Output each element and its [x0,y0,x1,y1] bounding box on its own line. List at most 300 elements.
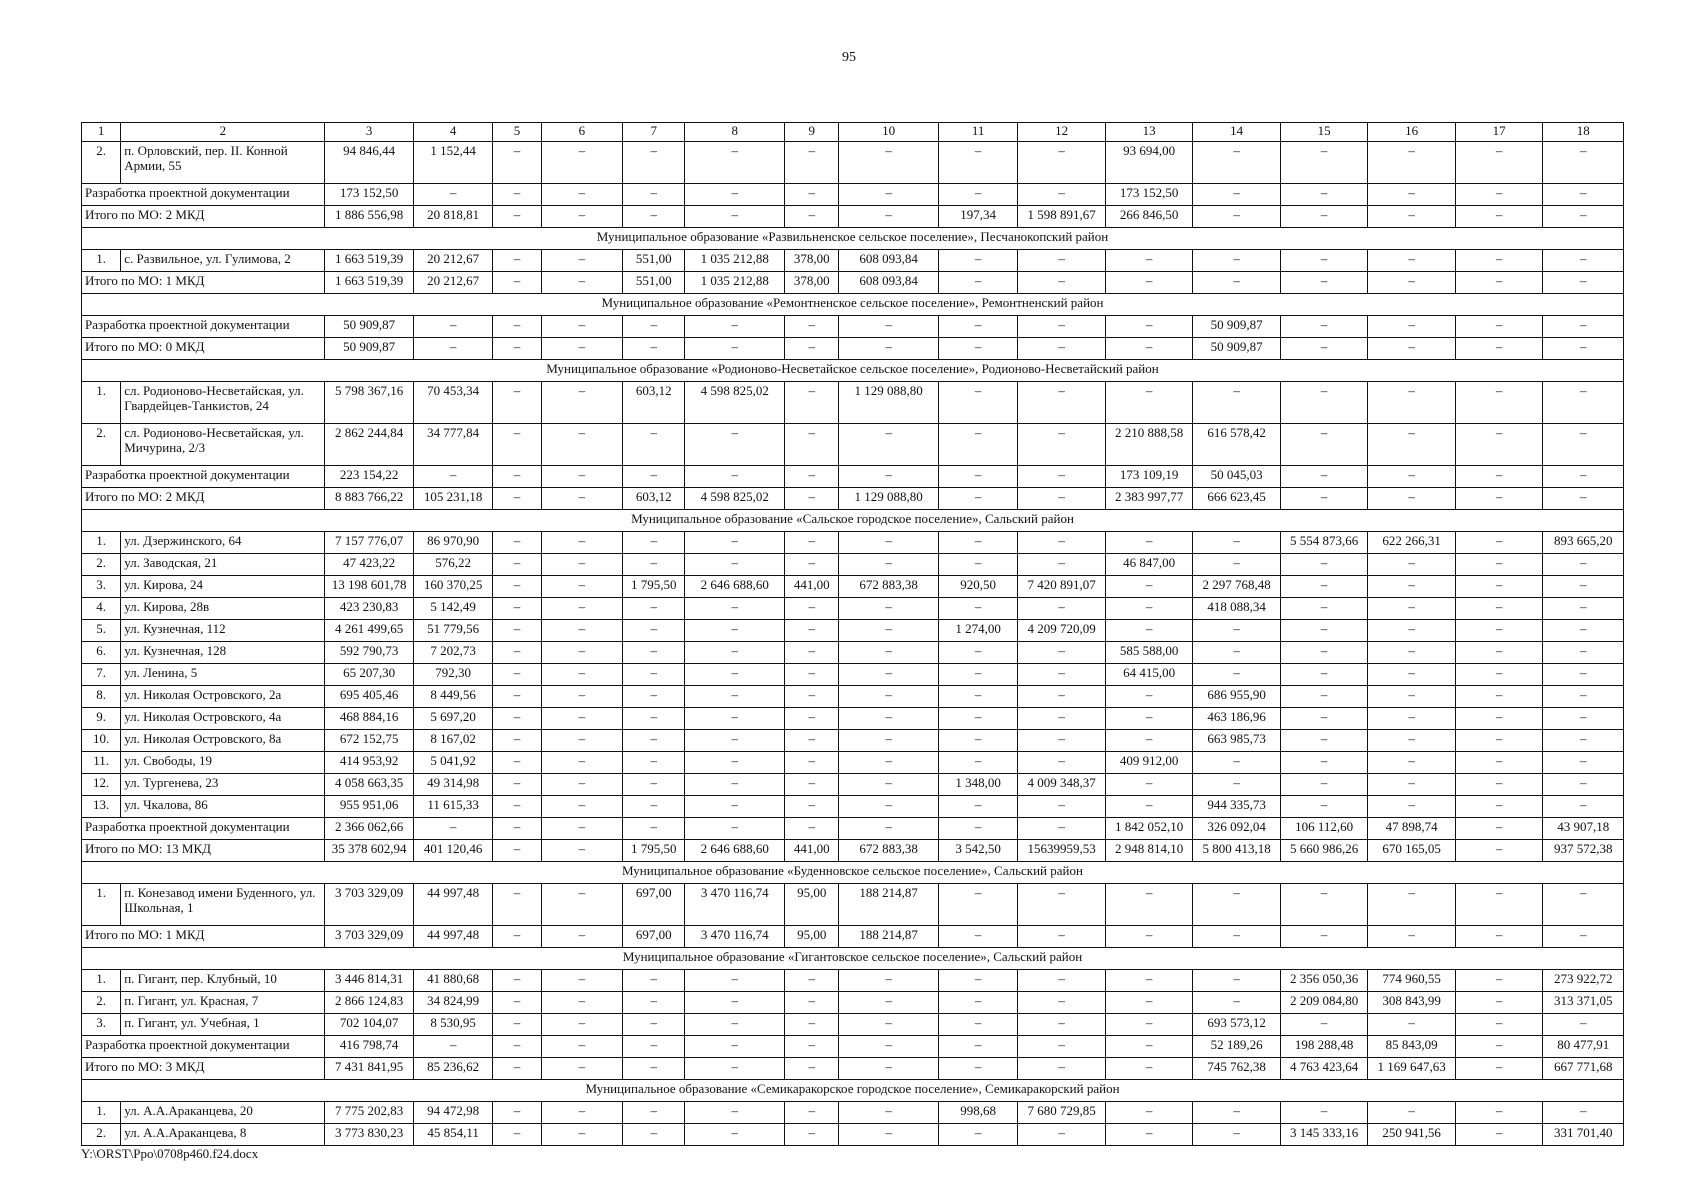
section-header-row [82,1080,1624,1102]
value-cell-col-18: – [1543,1102,1624,1124]
value-cell-col-9: – [785,424,839,466]
row-number: 2. [82,554,121,576]
value-cell-col-4: 86 970,90 [413,532,492,554]
value-cell-col-14: – [1193,382,1281,424]
value-cell-col-9: – [785,598,839,620]
value-cell-col-12: – [1018,1014,1106,1036]
value-cell-col-4: – [413,818,492,840]
row-number: 6. [82,642,121,664]
value-cell-col-5: – [493,250,541,272]
value-cell-col-10: – [839,774,939,796]
value-cell-col-11: – [938,1036,1017,1058]
value-cell-col-7: – [623,708,685,730]
value-cell-col-16: 622 266,31 [1368,532,1456,554]
value-cell-col-11: 3 542,50 [938,840,1017,862]
value-cell-col-5: – [493,1036,541,1058]
value-cell-col-4: 1 152,44 [413,142,492,184]
value-cell-col-11: – [938,708,1017,730]
value-cell-col-15: – [1280,316,1368,338]
building-address: ул. Тургенева, 23 [121,774,325,796]
value-cell-col-7: – [623,532,685,554]
value-cell-col-13: – [1105,338,1193,360]
value-cell-col-11: – [938,338,1017,360]
column-number-header-row [82,123,1624,142]
value-cell-col-11: – [938,686,1017,708]
value-cell-col-18: – [1543,316,1624,338]
value-cell-col-12: – [1018,250,1106,272]
value-cell-col-13: 46 847,00 [1105,554,1193,576]
value-cell-col-10: – [839,1014,939,1036]
section-header-row [82,862,1624,884]
building-row [82,1014,1624,1036]
value-cell-col-3: 672 152,75 [325,730,414,752]
value-cell-col-7: – [623,752,685,774]
column-header-2: 2 [121,123,325,142]
value-cell-col-15: – [1280,338,1368,360]
building-address: ул. Николая Островского, 8а [121,730,325,752]
value-cell-col-8: – [685,686,785,708]
value-cell-col-8: – [685,708,785,730]
value-cell-col-15: – [1280,206,1368,228]
value-cell-col-7: – [623,686,685,708]
value-cell-col-13: 585 588,00 [1105,642,1193,664]
value-cell-col-10: – [839,1124,939,1146]
value-cell-col-13: 2 210 888,58 [1105,424,1193,466]
value-cell-col-7: 697,00 [623,926,685,948]
value-cell-col-8: – [685,752,785,774]
value-cell-col-16: – [1368,1102,1456,1124]
value-cell-col-15: – [1280,250,1368,272]
value-cell-col-3: 2 366 062,66 [325,818,414,840]
value-cell-col-14: – [1193,1102,1281,1124]
value-cell-col-16: – [1368,730,1456,752]
value-cell-col-16: – [1368,796,1456,818]
value-cell-col-7: – [623,466,685,488]
value-cell-col-14: 463 186,96 [1193,708,1281,730]
value-cell-col-18: – [1543,796,1624,818]
row-number: 1. [82,250,121,272]
value-cell-col-5: – [493,774,541,796]
value-cell-col-10: – [839,1102,939,1124]
building-row [82,992,1624,1014]
value-cell-col-11: – [938,884,1017,926]
value-cell-col-15: – [1280,884,1368,926]
value-cell-col-15: – [1280,708,1368,730]
value-cell-col-11: 920,50 [938,576,1017,598]
value-cell-col-15: 3 145 333,16 [1280,1124,1368,1146]
value-cell-col-12: 7 680 729,85 [1018,1102,1106,1124]
value-cell-col-6: – [541,316,622,338]
value-cell-col-5: – [493,686,541,708]
row-number: 1. [82,884,121,926]
value-cell-col-8: – [685,796,785,818]
building-address: п. Гигант, ул. Учебная, 1 [121,1014,325,1036]
value-cell-col-5: – [493,796,541,818]
value-cell-col-13: – [1105,884,1193,926]
value-cell-col-11: – [938,250,1017,272]
value-cell-col-16: – [1368,708,1456,730]
value-cell-col-12: – [1018,1058,1106,1080]
value-cell-col-6: – [541,752,622,774]
value-cell-col-15: – [1280,554,1368,576]
value-cell-col-5: – [493,992,541,1014]
value-cell-col-10: – [839,598,939,620]
value-cell-col-15: 4 763 423,64 [1280,1058,1368,1080]
value-cell-col-3: 7 157 776,07 [325,532,414,554]
value-cell-col-6: – [541,730,622,752]
value-cell-col-15: – [1280,774,1368,796]
value-cell-col-9: – [785,818,839,840]
value-cell-col-17: – [1455,184,1543,206]
value-cell-col-18: – [1543,598,1624,620]
value-cell-col-4: 94 472,98 [413,1102,492,1124]
building-address: ул. Николая Островского, 2а [121,686,325,708]
value-cell-col-15: – [1280,664,1368,686]
building-row [82,642,1624,664]
value-cell-col-16: – [1368,338,1456,360]
value-cell-col-4: 105 231,18 [413,488,492,510]
value-cell-col-14: – [1193,970,1281,992]
section-header-row [82,360,1624,382]
value-cell-col-6: – [541,554,622,576]
row-number: 1. [82,532,121,554]
value-cell-col-8: – [685,1036,785,1058]
row-number: 5. [82,620,121,642]
value-cell-col-11: – [938,142,1017,184]
value-cell-col-5: – [493,970,541,992]
building-row [82,884,1624,926]
value-cell-col-7: – [623,1036,685,1058]
value-cell-col-9: 441,00 [785,840,839,862]
value-cell-col-14: – [1193,620,1281,642]
value-cell-col-6: – [541,926,622,948]
value-cell-col-4: 85 236,62 [413,1058,492,1080]
value-cell-col-8: – [685,338,785,360]
value-cell-col-7: – [623,642,685,664]
value-cell-col-17: – [1455,250,1543,272]
value-cell-col-8: – [685,424,785,466]
value-cell-col-3: 65 207,30 [325,664,414,686]
value-cell-col-13: – [1105,598,1193,620]
value-cell-col-18: – [1543,466,1624,488]
row-number: 10. [82,730,121,752]
value-cell-col-12: – [1018,884,1106,926]
value-cell-col-18: 313 371,05 [1543,992,1624,1014]
total-label: Итого по МО: 0 МКД [82,338,325,360]
value-cell-col-18: – [1543,142,1624,184]
value-cell-col-8: 2 646 688,60 [685,840,785,862]
value-cell-col-11: 1 274,00 [938,620,1017,642]
value-cell-col-8: 2 646 688,60 [685,576,785,598]
value-cell-col-3: 3 703 329,09 [325,884,414,926]
value-cell-col-17: – [1455,272,1543,294]
value-cell-col-12: – [1018,466,1106,488]
value-cell-col-16: – [1368,488,1456,510]
value-cell-col-13: 64 415,00 [1105,664,1193,686]
value-cell-col-4: – [413,338,492,360]
value-cell-col-5: – [493,620,541,642]
building-row [82,532,1624,554]
value-cell-col-13: – [1105,1102,1193,1124]
value-cell-col-13: – [1105,970,1193,992]
value-cell-col-16: – [1368,250,1456,272]
value-cell-col-18: – [1543,576,1624,598]
value-cell-col-17: – [1455,554,1543,576]
value-cell-col-8: – [685,206,785,228]
value-cell-col-17: – [1455,730,1543,752]
building-row [82,730,1624,752]
value-cell-col-5: – [493,752,541,774]
value-cell-col-9: 378,00 [785,250,839,272]
value-cell-col-5: – [493,532,541,554]
value-cell-col-7: – [623,142,685,184]
value-cell-col-5: – [493,488,541,510]
value-cell-col-17: – [1455,466,1543,488]
value-cell-col-9: – [785,774,839,796]
total-row [82,466,1624,488]
value-cell-col-17: – [1455,926,1543,948]
value-cell-col-7: – [623,1058,685,1080]
value-cell-col-10: – [839,554,939,576]
value-cell-col-18: – [1543,642,1624,664]
value-cell-col-3: 3 773 830,23 [325,1124,414,1146]
value-cell-col-18: 80 477,91 [1543,1036,1624,1058]
value-cell-col-9: – [785,466,839,488]
value-cell-col-9: – [785,1014,839,1036]
value-cell-col-3: 50 909,87 [325,338,414,360]
value-cell-col-14: 944 335,73 [1193,796,1281,818]
value-cell-col-18: – [1543,488,1624,510]
value-cell-col-14: – [1193,664,1281,686]
value-cell-col-4: 5 142,49 [413,598,492,620]
value-cell-col-14: 50 909,87 [1193,316,1281,338]
row-number: 2. [82,424,121,466]
value-cell-col-16: – [1368,142,1456,184]
value-cell-col-8: – [685,316,785,338]
value-cell-col-4: 70 453,34 [413,382,492,424]
value-cell-col-17: – [1455,840,1543,862]
value-cell-col-9: – [785,1124,839,1146]
value-cell-col-17: – [1455,774,1543,796]
value-cell-col-18: 273 922,72 [1543,970,1624,992]
value-cell-col-8: – [685,730,785,752]
value-cell-col-10: – [839,992,939,1014]
value-cell-col-12: – [1018,642,1106,664]
municipality-name: Муниципальное образование «Развильненское сельское поселение», Песчанокопский район [82,228,1624,250]
value-cell-col-17: – [1455,1124,1543,1146]
value-cell-col-5: – [493,206,541,228]
total-label: Разработка проектной документации [82,1036,325,1058]
value-cell-col-9: – [785,316,839,338]
value-cell-col-4: 41 880,68 [413,970,492,992]
value-cell-col-12: – [1018,686,1106,708]
value-cell-col-11: – [938,1014,1017,1036]
value-cell-col-12: 4 009 348,37 [1018,774,1106,796]
value-cell-col-16: – [1368,316,1456,338]
value-cell-col-13: – [1105,272,1193,294]
value-cell-col-7: – [623,664,685,686]
value-cell-col-14: 745 762,38 [1193,1058,1281,1080]
value-cell-col-9: – [785,532,839,554]
value-cell-col-15: – [1280,796,1368,818]
value-cell-col-3: 592 790,73 [325,642,414,664]
value-cell-col-7: – [623,796,685,818]
value-cell-col-9: – [785,686,839,708]
value-cell-col-3: 3 703 329,09 [325,926,414,948]
value-cell-col-15: – [1280,926,1368,948]
value-cell-col-10: – [839,818,939,840]
value-cell-col-12: – [1018,752,1106,774]
value-cell-col-6: – [541,1102,622,1124]
building-row [82,708,1624,730]
value-cell-col-18: 667 771,68 [1543,1058,1624,1080]
value-cell-col-3: 94 846,44 [325,142,414,184]
value-cell-col-11: – [938,818,1017,840]
value-cell-col-8: – [685,532,785,554]
value-cell-col-12: – [1018,316,1106,338]
value-cell-col-13: – [1105,532,1193,554]
value-cell-col-14: 50 909,87 [1193,338,1281,360]
value-cell-col-11: – [938,466,1017,488]
value-cell-col-6: – [541,598,622,620]
value-cell-col-18: – [1543,686,1624,708]
column-header-1: 1 [82,123,121,142]
building-row [82,1124,1624,1146]
value-cell-col-18: – [1543,554,1624,576]
value-cell-col-7: – [623,554,685,576]
value-cell-col-11: – [938,796,1017,818]
value-cell-col-11: – [938,272,1017,294]
value-cell-col-16: – [1368,554,1456,576]
value-cell-col-4: 576,22 [413,554,492,576]
building-row [82,382,1624,424]
value-cell-col-17: – [1455,992,1543,1014]
value-cell-col-11: – [938,992,1017,1014]
value-cell-col-12: 1 598 891,67 [1018,206,1106,228]
value-cell-col-11: – [938,184,1017,206]
value-cell-col-15: – [1280,424,1368,466]
value-cell-col-3: 3 446 814,31 [325,970,414,992]
building-address: ул. Чкалова, 86 [121,796,325,818]
building-address: ул. Кирова, 28в [121,598,325,620]
building-row [82,598,1624,620]
value-cell-col-11: – [938,554,1017,576]
value-cell-col-11: – [938,752,1017,774]
value-cell-col-17: – [1455,642,1543,664]
value-cell-col-7: – [623,184,685,206]
value-cell-col-17: – [1455,620,1543,642]
value-cell-col-8: – [685,184,785,206]
value-cell-col-4: 34 777,84 [413,424,492,466]
value-cell-col-10: – [839,620,939,642]
value-cell-col-16: – [1368,598,1456,620]
value-cell-col-3: 173 152,50 [325,184,414,206]
value-cell-col-6: – [541,488,622,510]
value-cell-col-8: – [685,1014,785,1036]
value-cell-col-18: 331 701,40 [1543,1124,1624,1146]
municipality-name: Муниципальное образование «Сальское городское поселение», Сальский район [82,510,1624,532]
value-cell-col-16: 774 960,55 [1368,970,1456,992]
value-cell-col-10: – [839,796,939,818]
value-cell-col-17: – [1455,664,1543,686]
value-cell-col-13: 2 383 997,77 [1105,488,1193,510]
column-header-15: 15 [1280,123,1368,142]
value-cell-col-8: 3 470 116,74 [685,926,785,948]
value-cell-col-17: – [1455,752,1543,774]
value-cell-col-6: – [541,884,622,926]
value-cell-col-16: 308 843,99 [1368,992,1456,1014]
municipality-name: Муниципальное образование «Буденновское сельское поселение», Сальский район [82,862,1624,884]
section-header-row [82,948,1624,970]
value-cell-col-10: – [839,532,939,554]
value-cell-col-4: 20 212,67 [413,272,492,294]
value-cell-col-11: – [938,1058,1017,1080]
value-cell-col-3: 4 261 499,65 [325,620,414,642]
value-cell-col-10: – [839,184,939,206]
value-cell-col-4: 51 779,56 [413,620,492,642]
total-row [82,184,1624,206]
total-label: Разработка проектной документации [82,466,325,488]
value-cell-col-12: – [1018,992,1106,1014]
value-cell-col-8: 1 035 212,88 [685,250,785,272]
value-cell-col-13: 173 109,19 [1105,466,1193,488]
building-address: п. Орловский, пер. II. Конной Армии, 55 [121,142,325,184]
value-cell-col-9: – [785,184,839,206]
value-cell-col-18: – [1543,752,1624,774]
value-cell-col-17: – [1455,598,1543,620]
value-cell-col-8: – [685,970,785,992]
value-cell-col-17: – [1455,338,1543,360]
value-cell-col-10: 1 129 088,80 [839,382,939,424]
column-header-7: 7 [623,123,685,142]
value-cell-col-8: – [685,598,785,620]
value-cell-col-12: – [1018,598,1106,620]
row-number: 1. [82,382,121,424]
row-number: 13. [82,796,121,818]
value-cell-col-6: – [541,818,622,840]
building-row [82,554,1624,576]
column-header-10: 10 [839,123,939,142]
row-number: 1. [82,1102,121,1124]
row-number: 2. [82,992,121,1014]
value-cell-col-8: 3 470 116,74 [685,884,785,926]
column-header-5: 5 [493,123,541,142]
value-cell-col-15: – [1280,272,1368,294]
value-cell-col-3: 2 862 244,84 [325,424,414,466]
value-cell-col-9: – [785,970,839,992]
value-cell-col-12: – [1018,926,1106,948]
value-cell-col-17: – [1455,686,1543,708]
value-cell-col-6: – [541,840,622,862]
value-cell-col-12: – [1018,272,1106,294]
value-cell-col-13: 93 694,00 [1105,142,1193,184]
value-cell-col-10: – [839,338,939,360]
value-cell-col-6: – [541,664,622,686]
value-cell-col-17: – [1455,316,1543,338]
value-cell-col-6: – [541,206,622,228]
value-cell-col-16: – [1368,686,1456,708]
total-label: Разработка проектной документации [82,316,325,338]
value-cell-col-6: – [541,1058,622,1080]
value-cell-col-3: 702 104,07 [325,1014,414,1036]
building-row [82,664,1624,686]
value-cell-col-8: 1 035 212,88 [685,272,785,294]
value-cell-col-9: – [785,1036,839,1058]
value-cell-col-18: – [1543,424,1624,466]
value-cell-col-3: 4 058 663,35 [325,774,414,796]
value-cell-col-9: – [785,708,839,730]
value-cell-col-6: – [541,992,622,1014]
